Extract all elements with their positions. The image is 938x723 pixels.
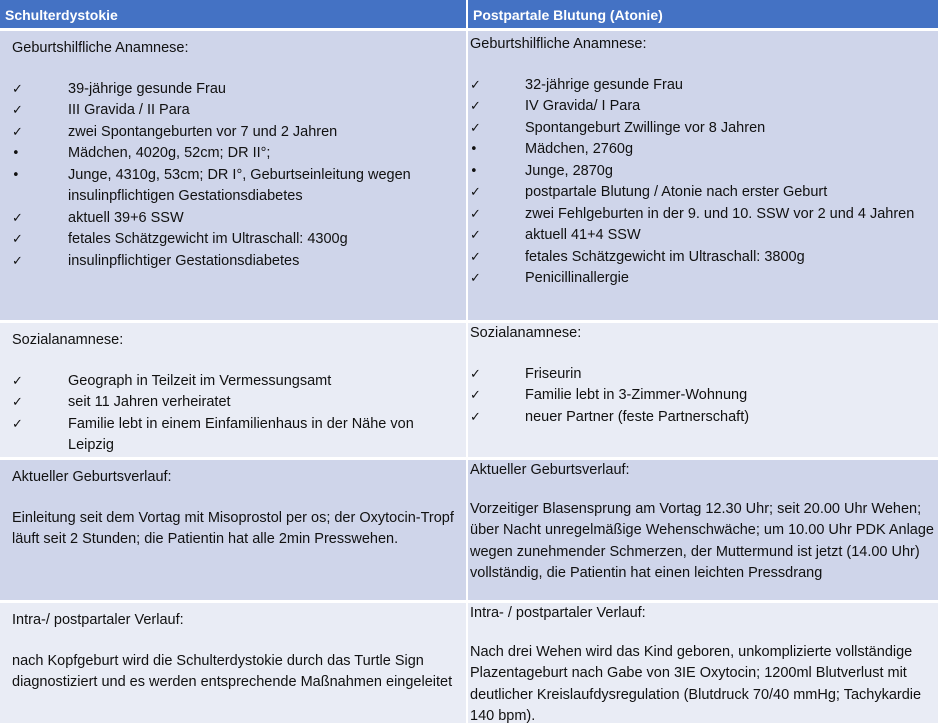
anamnese-cell xyxy=(0,31,466,320)
list-item-text: fetales Schätzgewicht im Ultraschall: 4300g xyxy=(68,231,348,247)
section-title: Geburtshilfliche Anamnese: xyxy=(470,36,647,52)
checkmark-icon: ✓ xyxy=(470,99,481,114)
anamnese-cell xyxy=(468,31,938,320)
list-item-text: Friseurin xyxy=(525,365,582,382)
section-title: Aktueller Geburtsverlauf: xyxy=(12,469,172,485)
section-title: Geburtshilfliche Anamnese: xyxy=(12,40,189,56)
section-title: Intra- / postpartaler Verlauf: xyxy=(470,605,646,621)
list-item-text: IV Gravida/ I Para xyxy=(525,98,641,114)
list-item xyxy=(12,122,456,144)
anamnese-list xyxy=(12,79,456,273)
checkmark-icon: ✓ xyxy=(470,249,481,265)
anamnese-list xyxy=(470,75,938,290)
list-item-text: Spontangeburt Zwillinge vor 8 Jahren xyxy=(525,119,766,136)
list-item xyxy=(12,208,456,230)
list-item xyxy=(12,165,456,208)
list-item xyxy=(12,79,456,101)
intra-text: nach Kopfgeburt wird die Schulterdystokie durch das Turtle Sign diagnostiziert und es werden entsprechende Maßnahmen eingeleitet xyxy=(12,652,453,690)
list-item-text: Familie lebt in einem Einfamilienhaus in der Nähe von Leipzig xyxy=(68,415,414,453)
list-item-text: aktuell 41+4 SSW xyxy=(525,227,641,243)
checkmark-icon: ✓ xyxy=(470,120,481,136)
list-item xyxy=(470,182,938,204)
sozial-cell xyxy=(468,323,938,457)
checkmark-icon: ✓ xyxy=(470,409,481,425)
list-item-text: III Gravida / II Para xyxy=(68,102,190,118)
list-item-text: Junge, 4310g, 53cm; DR I°, Geburtseinleitung wegen insulinpflichtigen Gestationsdiabetes xyxy=(68,166,411,204)
checkmark-icon: ✓ xyxy=(12,373,23,389)
intra-cell xyxy=(468,603,938,723)
verlauf-cell xyxy=(468,460,938,600)
list-item-text: 32-jährige gesunde Frau xyxy=(525,76,683,93)
list-item xyxy=(12,143,456,165)
checkmark-icon: ✓ xyxy=(12,253,23,269)
verlauf-cell xyxy=(0,460,466,600)
list-item-text: zwei Fehlgeburten in der 9. und 10. SSW vor 2 und 4 Jahren xyxy=(525,205,915,222)
list-item xyxy=(12,251,456,273)
list-item-text: zwei Spontangeburten vor 7 und 2 Jahren xyxy=(68,123,338,140)
bullet-icon: • xyxy=(12,146,20,161)
list-item xyxy=(470,118,938,140)
bullet-icon: • xyxy=(470,142,478,157)
list-item xyxy=(470,204,938,226)
list-item-text: Penicillinallergie xyxy=(525,270,629,286)
verlauf-text: Einleitung seit dem Vortag mit Misoprostol per os; der Oxytocin-Tropf läuft seit 2 Stunden; die Patientin hat alle 2min Presswehen. xyxy=(12,509,454,547)
list-item xyxy=(12,371,456,393)
list-item xyxy=(470,225,938,247)
checkmark-icon: ✓ xyxy=(12,103,23,118)
checkmark-icon: ✓ xyxy=(12,81,23,97)
list-item xyxy=(470,247,938,269)
column-header: Schulterdystokie xyxy=(0,0,466,31)
list-item-text: insulinpflichtiger Gestationsdiabetes xyxy=(68,252,300,269)
list-item xyxy=(470,268,938,290)
section-title: Intra-/ postpartaler Verlauf: xyxy=(12,612,184,628)
list-item xyxy=(470,139,938,161)
checkmark-icon: ✓ xyxy=(470,228,481,243)
list-item-text: Mädchen, 4020g, 52cm; DR II°; xyxy=(68,145,271,161)
sozial-list xyxy=(470,364,938,429)
list-item xyxy=(12,392,456,414)
list-item xyxy=(12,229,456,251)
list-item-text: Familie lebt in 3-Zimmer-Wohnung xyxy=(525,387,748,403)
list-item-text: postpartale Blutung / Atonie nach erster Geburt xyxy=(525,184,828,200)
list-item xyxy=(12,414,456,457)
list-item xyxy=(470,75,938,97)
list-item-text: Geograph in Teilzeit im Vermessungsamt xyxy=(68,372,332,389)
list-item xyxy=(470,364,938,386)
section-title: Aktueller Geburtsverlauf: xyxy=(470,462,630,478)
section-title: Sozialanamnese: xyxy=(12,332,124,348)
checkmark-icon: ✓ xyxy=(12,232,23,247)
list-item-text: fetales Schätzgewicht im Ultraschall: 3800g xyxy=(525,248,805,265)
checkmark-icon: ✓ xyxy=(470,206,481,222)
sozial-cell xyxy=(0,323,466,457)
checkmark-icon: ✓ xyxy=(12,416,23,432)
verlauf-text: Vorzeitiger Blasensprung am Vortag 12.30 Uhr; seit 20.00 Uhr Wehen; über Nacht unregelmäßige Wehenschwäche; um 10.00 Uhr PDK Anlage wegen zunehmender Schmerzen, der Muttermund ist jetzt (14.00 Uhr) vollständig, die Patientin hat einen leichten Pressdrang xyxy=(470,500,934,581)
list-item-text: 39-jährige gesunde Frau xyxy=(68,80,226,97)
list-item xyxy=(470,385,938,407)
checkmark-icon: ✓ xyxy=(12,124,23,140)
list-item xyxy=(12,100,456,122)
checkmark-icon: ✓ xyxy=(470,388,481,403)
checkmark-icon: ✓ xyxy=(470,271,481,286)
list-item-text: seit 11 Jahren verheiratet xyxy=(68,394,231,410)
checkmark-icon: ✓ xyxy=(470,77,481,93)
checkmark-icon: ✓ xyxy=(12,395,23,410)
section-title: Sozialanamnese: xyxy=(470,325,582,341)
list-item xyxy=(470,161,938,183)
checkmark-icon: ✓ xyxy=(470,185,481,200)
list-item-text: aktuell 39+6 SSW xyxy=(68,209,184,226)
list-item xyxy=(470,96,938,118)
bullet-icon: • xyxy=(12,167,20,183)
bullet-icon: • xyxy=(470,163,478,179)
checkmark-icon: ✓ xyxy=(470,366,481,382)
intra-cell xyxy=(0,603,466,723)
sozial-list xyxy=(12,371,456,457)
intra-text: Nach drei Wehen wird das Kind geboren, unkomplizierte vollständige Plazentageburt nach Gabe von 3IE Oxytocin; 1200ml Blutverlust mit deutlicher Kreislaufdysregulation (Blutdruck 70/40 mmHg; Tachykardie 140 bpm). xyxy=(470,643,922,723)
list-item xyxy=(470,407,938,429)
column-header: Postpartale Blutung (Atonie) xyxy=(468,0,938,31)
list-item-text: Mädchen, 2760g xyxy=(525,141,634,157)
checkmark-icon: ✓ xyxy=(12,210,23,226)
list-item-text: Junge, 2870g xyxy=(525,162,613,179)
list-item-text: neuer Partner (feste Partnerschaft) xyxy=(525,408,750,425)
